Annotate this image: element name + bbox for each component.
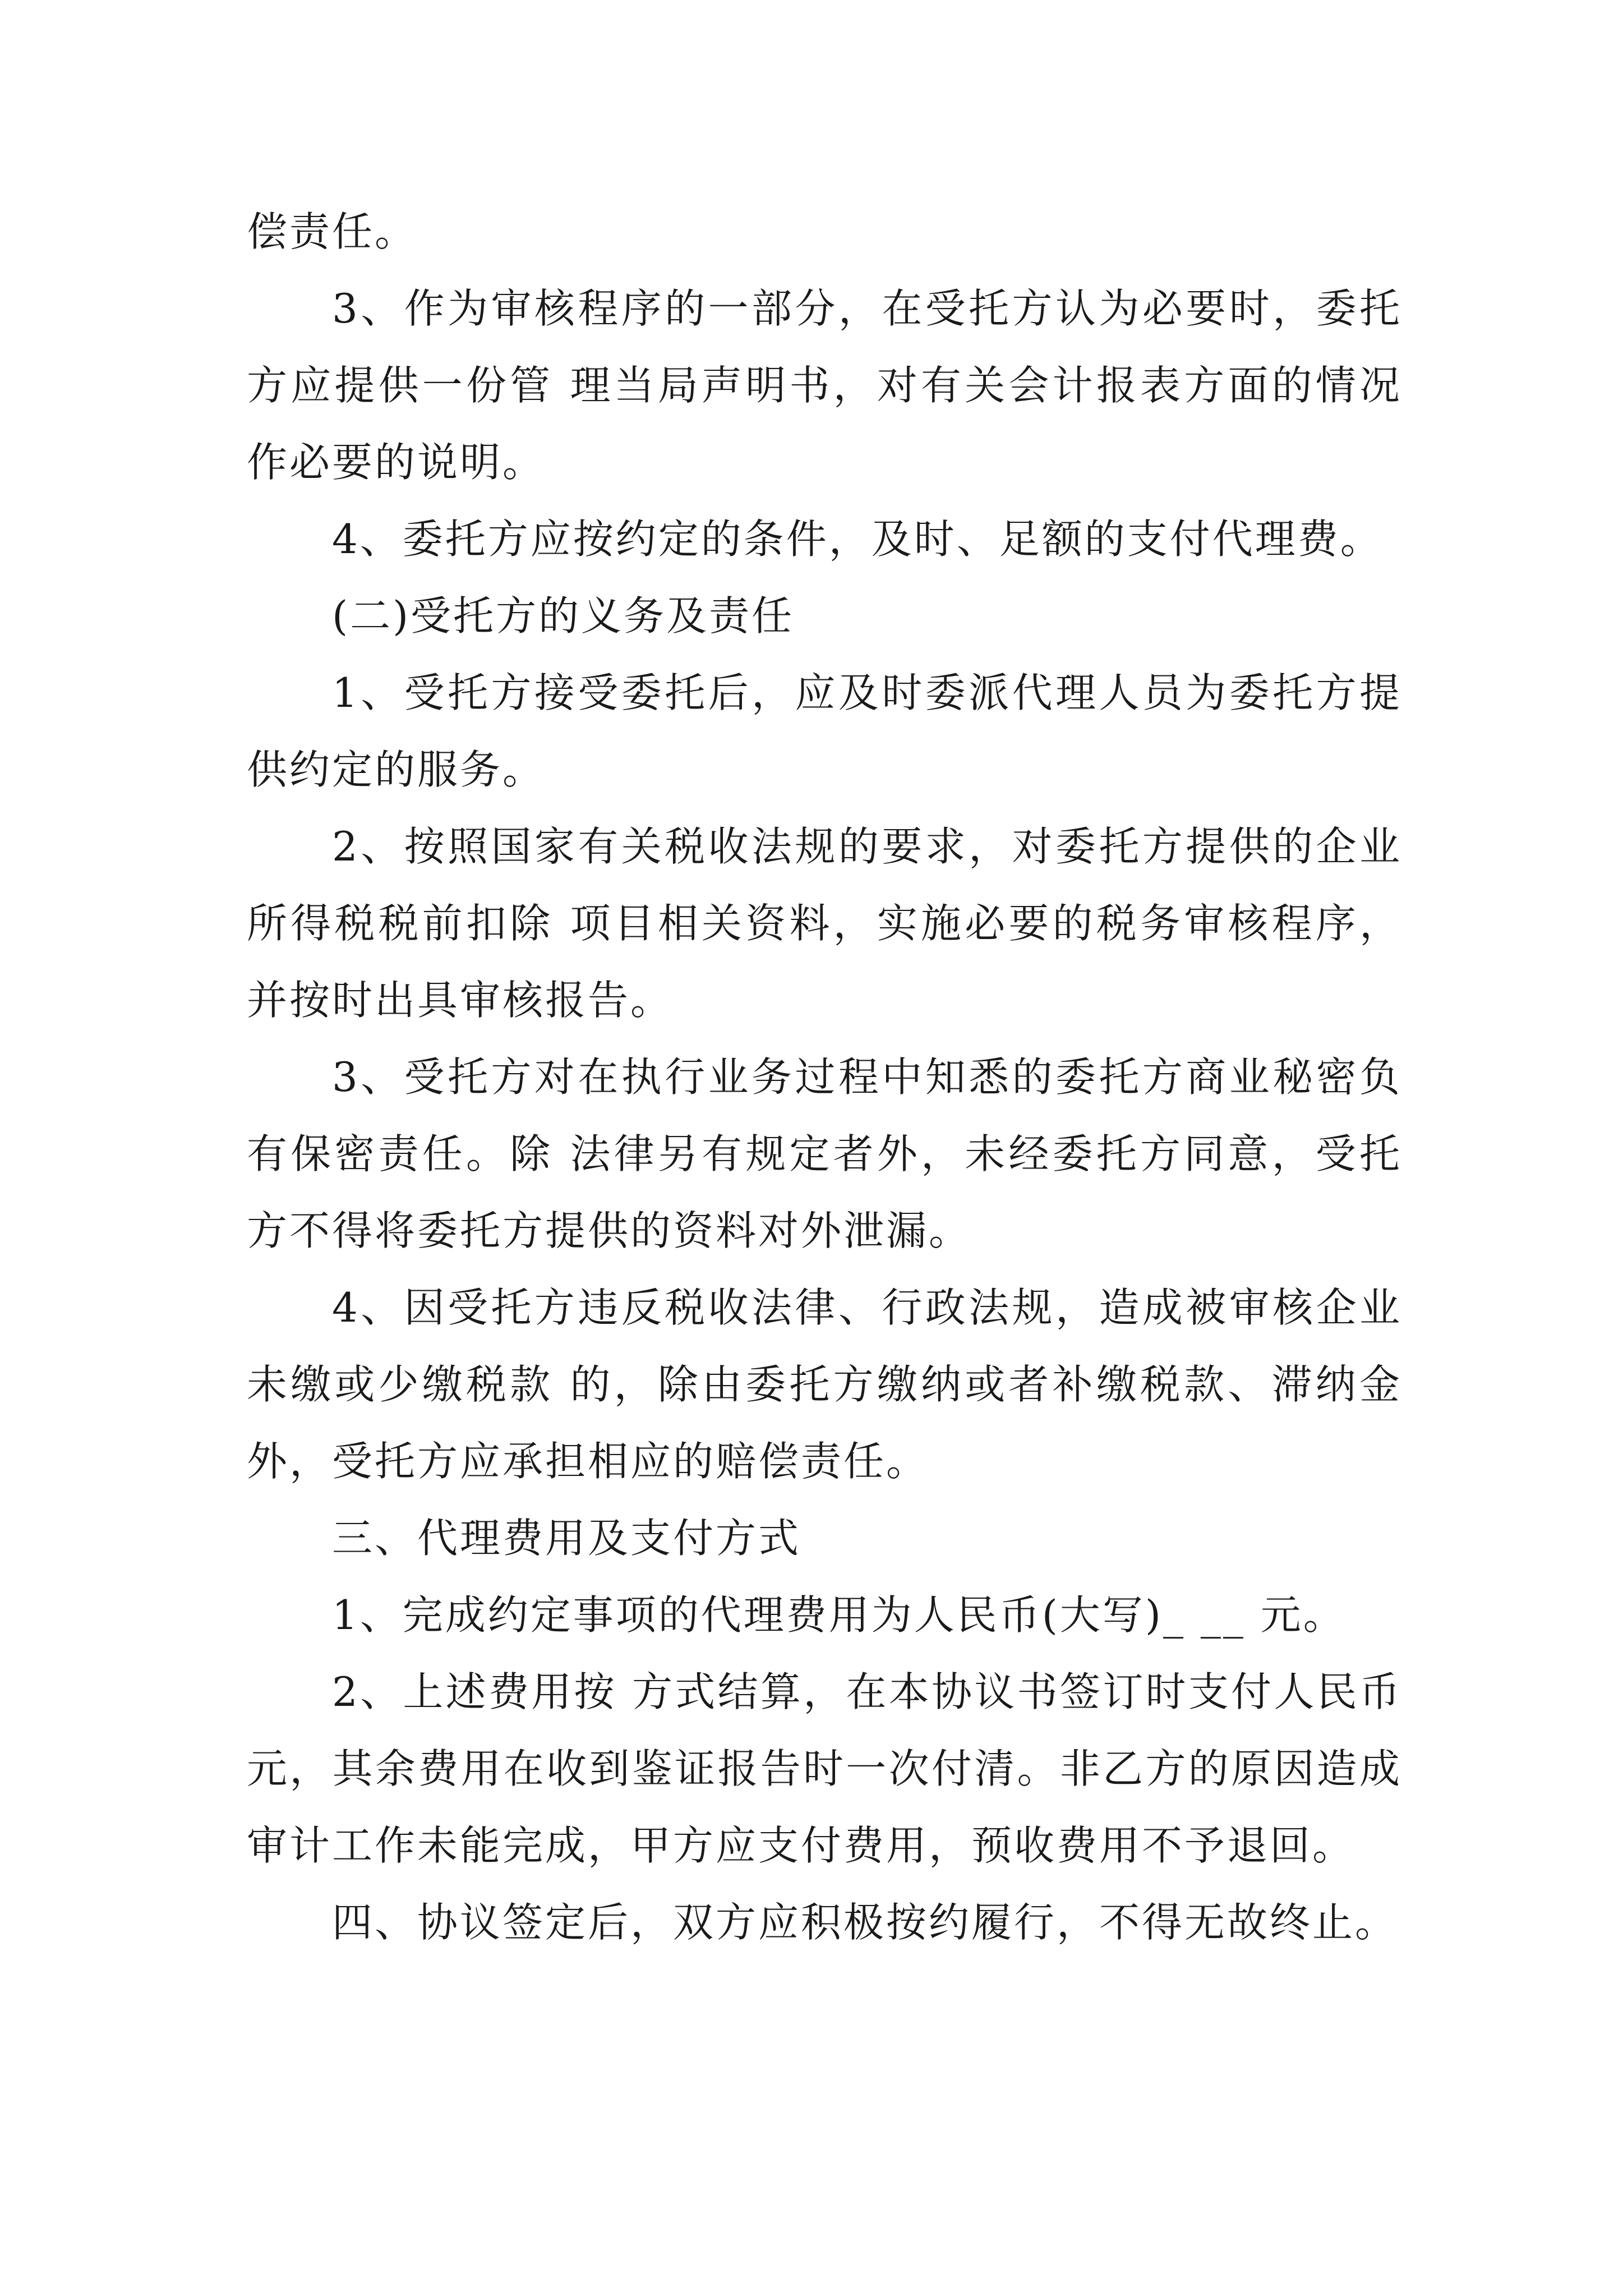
paragraph-agent-review: 2、按照国家有关税收法规的要求，对委托方提供的企业所得税税前扣除 项目相关资料，实施必要的税务审核程序，并按时出具审核报告。 xyxy=(247,823,1402,1024)
paragraph-continuation: 偿责任。 xyxy=(247,208,418,255)
section-heading-agent-duties: (二)受托方的义务及责任 xyxy=(332,592,795,639)
document-body xyxy=(247,194,1402,1961)
paragraph-agent-service: 1、受托方接受委托后，应及时委派代理人员为委托方提供约定的服务。 xyxy=(247,669,1402,793)
paragraph-agent-liability: 4、因受托方违反税收法律、行政法规，造成被审核企业未缴或少缴税款 的，除由委托方缴纳或者补缴税款、滞纳金外，受托方应承担相应的赔偿责任。 xyxy=(247,1284,1402,1485)
paragraph-fee-settlement: 2、上述费用按 方式结算，在本协议书签订时支付人民币 元，其余费用在收到鉴证报告时一次付清。非乙方的原因造成审计工作未能完成，甲方应支付费用，预收费用不予退回。 xyxy=(247,1668,1402,1869)
paragraph-agreement-performance: 四、协议签定后，双方应积极按约履行，不得无故终止。 xyxy=(332,1899,1398,1946)
paragraph-agent-confidentiality: 3、受托方对在执行业务过程中知悉的委托方商业秘密负有保密责任。除 法律另有规定者外，未经委托方同意，受托方不得将委托方提供的资料对外泄漏。 xyxy=(247,1053,1402,1254)
section-heading-fees: 三、代理费用及支付方式 xyxy=(332,1515,801,1562)
paragraph-client-payment: 4、委托方应按约定的条件，及时、足额的支付代理费。 xyxy=(332,516,1383,563)
paragraph-client-statement: 3、作为审核程序的一部分，在受托方认为必要时，委托方应提供一份管 理当局声明书，对有关会计报表方面的情况作必要的说明。 xyxy=(247,285,1402,486)
paragraph-fee-amount: 1、完成约定事项的代理费用为人民币(大写)_ __ 元。 xyxy=(332,1591,1346,1639)
